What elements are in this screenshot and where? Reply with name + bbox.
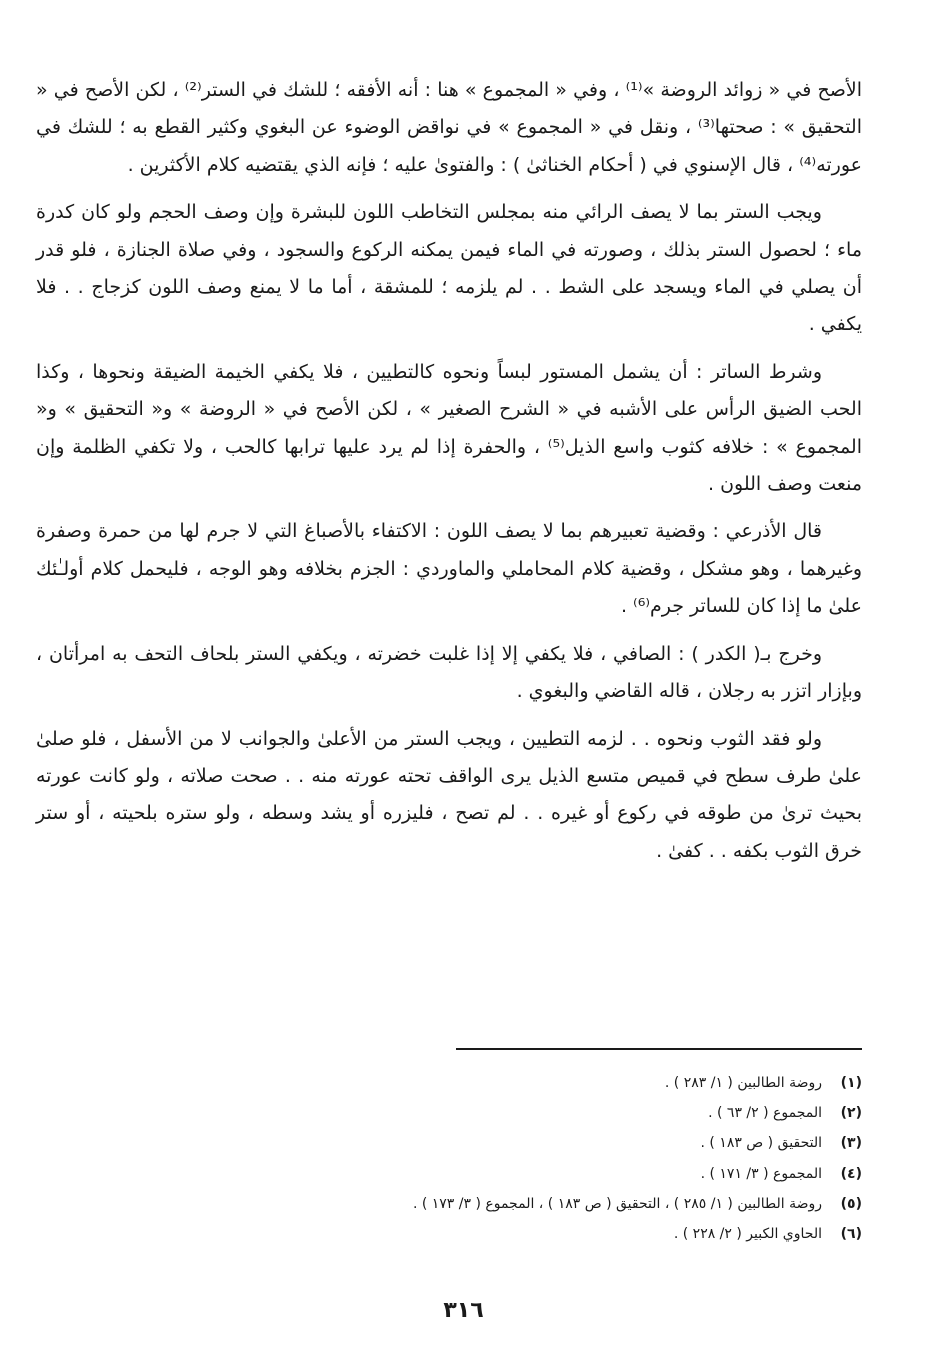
footnote-number: (٥): [840, 1195, 862, 1212]
footnote-number: (٣): [840, 1135, 862, 1152]
paragraph-5: وخرج بـ( الكدر ) : الصافي ، فلا يكفي إلا إذا غلبت خضرته ، ويكفي الستر بلحاف التحف به امرأتان ، وبإزار اتزر به رجلان ، قاله القاضي والبغوي .: [36, 642, 862, 703]
footnote-number: (٤): [840, 1165, 862, 1182]
footnote-3: [36, 1128, 862, 1158]
footnote-text: المجموع ( ٢/ ٦٣ ) .: [708, 1105, 822, 1122]
footnote-text: المجموع ( ٣/ ١٧١ ) .: [700, 1165, 822, 1182]
paragraph-3: وشرط الساتر : أن يشمل المستور لبساً ونحوه كالتطيين ، فلا يكفي الخيمة الضيقة ونحوها ، وكذا الحب الضيق الرأس على الأشبه في « الشرح الصغير » ، لكن الأصح في « الروضة » و« التحقيق » و« المجموع » : خلافه كثوب واسع الذيل⁽⁵⁾ ، والحفرة إذا لم يرد عليها ترابها كالحب ، ولا تكفي الظلمة وإن منعت وصف اللون .: [36, 360, 862, 496]
footnote-4: [36, 1159, 862, 1189]
page-number: ٣١٦: [443, 1298, 484, 1323]
footnote-text: التحقيق ( ص ١٨٣ ) .: [700, 1135, 822, 1152]
footnote-5: [36, 1189, 862, 1219]
footnote-text: روضة الطالبين ( ١/ ٢٨٣ ) .: [664, 1075, 822, 1091]
footnotes-list: [36, 1068, 862, 1249]
paragraph-6: ولو فقد الثوب ونحوه . . لزمه التطيين ، ويجب الستر من الأعلىٰ والجوانب لا من الأسفل ، فلو صلىٰ علىٰ طرف سطح في قميص متسع الذيل يرى الواقف تحته عورته منه . . صحت صلاته ، ولو كانت عورته بحيث ترىٰ من طوقه في ركوع أو غيره . . لم تصح ، فليزره أو يشد وسطه ، ولو ستره بلحيته ، أو ستر خرق الثوب بكفه . . كفىٰ .: [36, 727, 862, 862]
footnote-divider: [456, 1048, 862, 1050]
paragraph-1: الأصح في « زوائد الروضة »⁽¹⁾ ، وفي « المجموع » هنا : أنه الأفقه ؛ للشك في الستر⁽²⁾ ، لكن الأصح في « التحقيق » : صحتها⁽³⁾ ، ونقل في « المجموع » في نواقض الوضوء عن البغوي وكثير القطع به ؛ للشك في عورته⁽⁴⁾ ، قال الإسنوي في ( أحكام الخناثىٰ ) : والفتوىٰ عليه ؛ فإنه الذي يقتضيه كلام الأكثرين .: [36, 79, 863, 176]
footnote-6: [36, 1219, 862, 1249]
footnote-text: الحاوي الكبير ( ٢/ ٢٢٨ ) .: [673, 1226, 822, 1243]
footnote-text: روضة الطالبين ( ١/ ٢٨٥ ) ، التحقيق ( ص ١٨٣ ) ، المجموع ( ٣/ ١٧٣ ) .: [412, 1195, 822, 1212]
main-text: [36, 72, 862, 880]
footnote-1: [36, 1068, 862, 1098]
paragraph-4: قال الأذرعي : وقضية تعبيرهم بما لا يصف اللون : الاكتفاء بالأصباغ التي لا جرم لها من حمرة وصفرة وغيرهما ، وهو مشكل ، وقضية كلام المحاملي والماوردي : الجزم بخلافه وهو الوجه ، فليحمل كلام أولـٰئك علىٰ ما إذا كان للساتر جرم⁽⁶⁾ .: [36, 520, 862, 618]
footnote-number: (١): [840, 1075, 862, 1091]
footnote-number: (٢): [840, 1105, 862, 1122]
footnote-number: (٦): [840, 1226, 862, 1243]
footnote-2: [36, 1098, 862, 1128]
paragraph-2: ويجب الستر بما لا يصف الرائي منه بمجلس التخاطب اللون للبشرة وإن وصف الحجم ولو كان كدرة ماء ؛ لحصول الستر بذلك ، وصورته في الماء فيمن يمكنه الركوع والسجود ، وفي صلاة الجنازة ، فلو قدر أن يصلي في الماء ويسجد على الشط . . لم يلزمه ؛ للمشقة ، أما ما لا يمنع وصف اللون كزجاج . . فلا يكفي .: [36, 201, 862, 336]
